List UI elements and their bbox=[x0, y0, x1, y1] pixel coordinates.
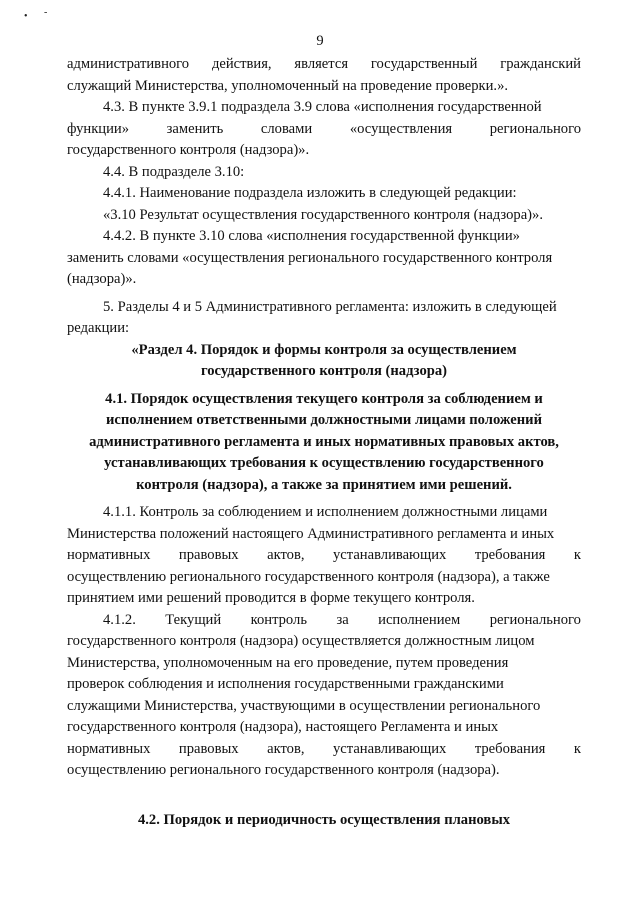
word: регионального bbox=[489, 611, 581, 628]
word: устанавливающих bbox=[333, 547, 447, 563]
paragraph-line: (надзора)». bbox=[67, 271, 137, 287]
paragraph-line: 4.4.1. Наименование подраздела изложить в следующей редакции: bbox=[103, 185, 517, 201]
paragraph-line: 4.4. В подразделе 3.10: bbox=[103, 163, 245, 180]
paragraph-line: государственного контроля (надзора) осуществляется должностным лицом bbox=[67, 633, 535, 649]
paragraph-line bbox=[67, 54, 581, 76]
paragraph-line: «3.10 Результат осуществления государственного контроля (надзора)». bbox=[103, 206, 543, 223]
word: требования bbox=[474, 547, 546, 563]
word: к bbox=[573, 740, 581, 757]
paragraph-line bbox=[67, 545, 581, 567]
word: «осуществления bbox=[349, 120, 453, 137]
paragraph-line: Министерства положений настоящего Административного регламента и иных bbox=[67, 525, 555, 542]
word: устанавливающих bbox=[333, 740, 447, 757]
subsection-heading: 4.2. Порядок и периодичность осуществления плановых bbox=[137, 811, 511, 828]
subsection-heading: устанавливающих требования к осуществлению государственного bbox=[104, 455, 544, 471]
word: нормативных bbox=[67, 740, 151, 757]
word: государственный bbox=[370, 56, 478, 72]
word: правовых bbox=[178, 547, 239, 563]
paragraph-line: Министерства, уполномоченным на его проведение, путем проведения bbox=[67, 654, 509, 671]
paragraph-line: редакции: bbox=[67, 320, 130, 336]
word: за bbox=[336, 611, 349, 628]
word: актов, bbox=[267, 740, 305, 757]
word: к bbox=[573, 547, 581, 563]
paragraph-line: проверок соблюдения и исполнения государственными гражданскими bbox=[67, 676, 504, 692]
paragraph-line: служащий Министерства, уполномоченный на проведение проверки.». bbox=[67, 77, 509, 94]
paragraph-line: государственного контроля (надзора), настоящего Регламента и иных bbox=[67, 719, 499, 735]
section-heading: «Раздел 4. Порядок и формы контроля за осуществлением bbox=[131, 341, 517, 358]
paragraph-line: служащими Министерства, участвующими в осуществлении регионального bbox=[67, 697, 541, 714]
word: Текущий bbox=[165, 611, 222, 628]
word: регионального bbox=[489, 120, 581, 137]
paragraph-line: 5. Разделы 4 и 5 Административного регламента: изложить в следующей bbox=[103, 298, 557, 315]
word: актов, bbox=[267, 547, 305, 563]
paragraph-line: принятием ими решений проводится в форме текущего контроля. bbox=[67, 590, 475, 606]
subsection-heading: административного регламента и иных нормативных правовых актов, bbox=[89, 433, 559, 450]
word: заменить bbox=[166, 120, 224, 137]
paragraph-line: осуществлению регионального государственного контроля (надзора), а также bbox=[67, 568, 550, 585]
section-heading: государственного контроля (надзора) bbox=[200, 363, 448, 379]
word: правовых bbox=[178, 740, 239, 757]
paragraph-line: заменить словами «осуществления регионального государственного контроля bbox=[67, 249, 553, 266]
paragraph-line bbox=[67, 610, 581, 632]
word: контроль bbox=[250, 611, 307, 628]
word: требования bbox=[474, 740, 546, 757]
subsection-heading: контроля (надзора), а также за принятием ими решений. bbox=[136, 476, 512, 493]
word: гражданский bbox=[500, 56, 581, 72]
paragraph-line bbox=[67, 739, 581, 761]
word: 4.1.2. bbox=[103, 611, 136, 628]
document-body bbox=[67, 54, 581, 831]
paragraph-line: 4.3. В пункте 3.9.1 подраздела 3.9 слова «исполнения государственной bbox=[103, 99, 542, 115]
word: словами bbox=[260, 120, 313, 137]
word: функции» bbox=[67, 120, 130, 137]
paragraph-line bbox=[67, 119, 581, 141]
paragraph-line: 4.4.2. В пункте 3.10 слова «исполнения государственной функции» bbox=[103, 228, 520, 244]
paragraph-line: осуществлению регионального государственного контроля (надзора). bbox=[67, 762, 500, 778]
subsection-heading: 4.1. Порядок осуществления текущего контроля за соблюдением и bbox=[105, 390, 543, 407]
scan-mark: - bbox=[44, 7, 48, 18]
page-number: 9 bbox=[316, 33, 324, 49]
paragraph-line: 4.1.1. Контроль за соблюдением и исполнением должностными лицами bbox=[103, 504, 548, 520]
word: является bbox=[294, 56, 349, 72]
subsection-heading: исполнением ответственными должностными лицами положений bbox=[106, 412, 542, 428]
scan-mark: • bbox=[24, 11, 28, 22]
word: действия, bbox=[211, 56, 272, 72]
word: исполнением bbox=[378, 611, 461, 628]
word: административного bbox=[67, 56, 190, 72]
paragraph-line: государственного контроля (надзора)». bbox=[67, 142, 310, 158]
word: нормативных bbox=[67, 547, 151, 563]
